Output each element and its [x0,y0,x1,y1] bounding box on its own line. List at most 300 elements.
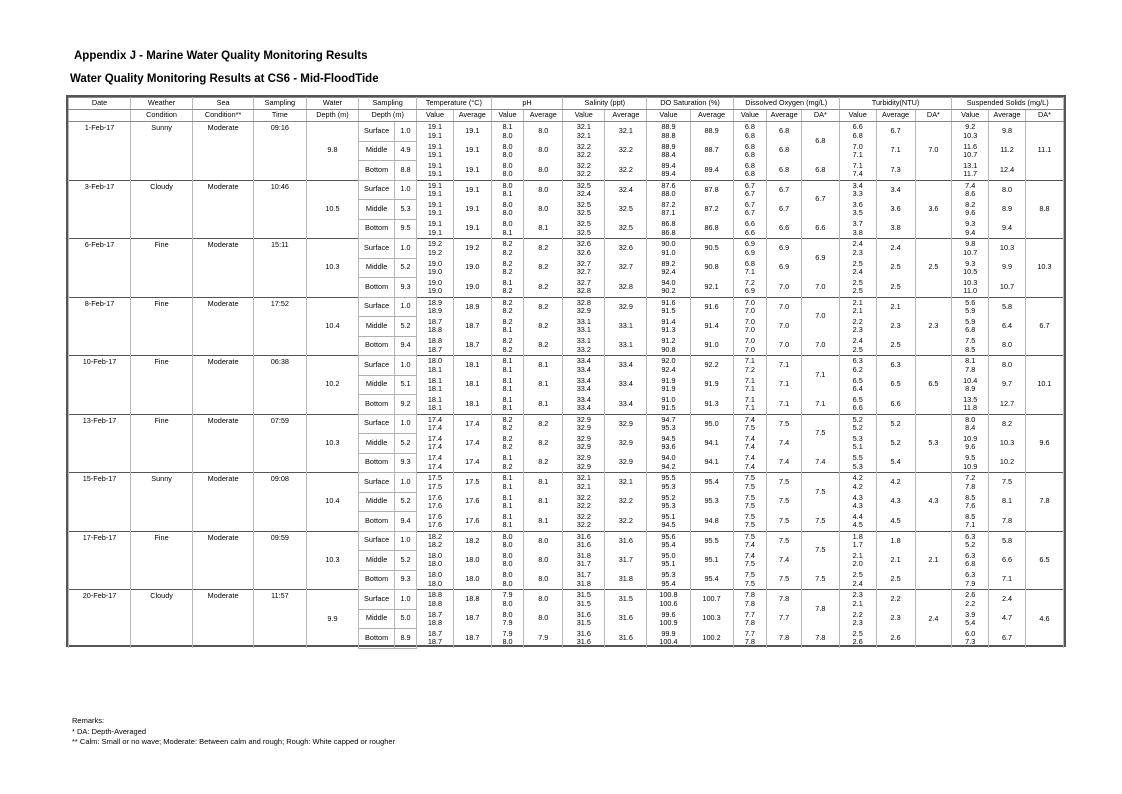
do-saturation-values-reading-2: 94.2 [661,461,676,471]
ph-values [491,551,524,571]
ph-average: 8.0 [524,551,563,571]
salinity-values-reading-2: 32.5 [576,227,591,237]
level-label-cell: Middle [359,317,395,337]
temperature-average: 18.1 [453,356,491,376]
weather-cell: Fine [131,239,193,298]
suspended-solids-values [952,434,989,454]
turbidity-values [839,375,876,395]
salinity-values-reading-1: 32.5 [576,180,591,190]
dissolved-oxygen-values [733,570,767,590]
temperature-average: 19.1 [453,200,491,220]
salinity-values [563,570,605,590]
dissolved-oxygen-average: 7.4 [767,434,802,454]
do-saturation-values-reading-1: 94.0 [661,277,676,287]
turbidity-average: 4.5 [876,512,915,532]
temperature-values-reading-1: 17.5 [427,473,443,483]
ph-values-reading-1: 8.0 [502,219,513,229]
temperature-values-reading-2: 18.8 [427,617,443,627]
sampling-depth-cell: 5.0 [394,609,416,629]
dissolved-oxygen-average: 7.4 [767,453,802,473]
salinity-values-reading-2: 31.7 [576,559,591,569]
dissolved-oxygen-values-reading-1: 7.4 [744,453,755,463]
suspended-solids-average: 8.0 [989,180,1026,200]
suspended-solids-values [952,219,989,239]
dissolved-oxygen-values [733,375,767,395]
dissolved-oxygen-values-reading-2: 6.8 [744,130,755,140]
suspended-solids-values-reading-1: 7.4 [965,180,976,190]
temperature-values-reading-1: 18.0 [427,551,443,561]
col-weather: Weather [131,98,193,110]
suspended-solids-values [952,239,989,259]
ph-values-reading-2: 8.0 [502,130,513,140]
temperature-values-reading-2: 18.0 [427,559,443,569]
ph-values-reading-2: 8.2 [502,461,513,471]
temperature-values-reading-1: 17.4 [427,434,443,444]
do-saturation-values [647,629,690,649]
col-sal-average: Average [605,110,647,122]
suspended-solids-average: 8.2 [989,414,1026,434]
salinity-values [563,122,605,142]
do-saturation-values [647,434,690,454]
turbidity-values-reading-2: 2.6 [852,637,863,647]
ph-average: 8.1 [524,473,563,493]
suspended-solids-values-reading-2: 5.9 [965,306,976,315]
suspended-solids-values-reading-2: 11.8 [963,403,978,412]
turbidity-average: 6.5 [876,375,915,395]
ph-values-reading-1: 7.9 [502,629,513,639]
temperature-values [417,531,454,551]
suspended-solids-values [952,141,989,161]
ph-values-reading-2: 8.1 [502,189,513,198]
salinity-average: 32.9 [605,453,647,473]
do-saturation-values-reading-1: 90.0 [661,239,676,249]
turbidity-values [839,297,876,317]
dissolved-oxygen-values-reading-2: 7.5 [744,578,755,588]
salinity-average: 32.1 [605,122,647,142]
turbidity-average: 7.1 [876,141,915,161]
dissolved-oxygen-values-reading-2: 6.8 [744,169,755,178]
level-label-cell: Surface [359,356,395,376]
suspended-solids-average: 12.4 [989,161,1026,181]
turbidity-average: 2.1 [876,551,915,571]
dissolved-oxygen-values-reading-1: 7.4 [744,551,755,561]
temperature-values-reading-2: 19.1 [427,189,443,198]
ph-values [491,590,524,610]
level-label-cell: Surface [359,239,395,259]
turbidity-values-reading-2: 2.3 [852,617,863,627]
turbidity-average: 4.2 [876,473,915,493]
ph-values-reading-2: 8.0 [502,208,513,218]
dissolved-oxygen-average: 6.7 [767,200,802,220]
table-title: Water Quality Monitoring Results at CS6 - Mid-FloodTide [70,73,379,85]
salinity-values-reading-1: 32.2 [576,492,591,502]
do-saturation-values-reading-2: 95.1 [661,559,676,569]
turbidity-values-reading-1: 2.4 [852,336,863,346]
col-date-blank [69,110,131,122]
salinity-values-reading-2: 32.2 [576,500,591,510]
temperature-values-reading-2: 17.6 [427,520,443,529]
salinity-values [563,317,605,337]
weather-cell: Fine [131,531,193,590]
do-saturation-values [647,395,690,415]
ph-values [491,512,524,532]
do-saturation-values-reading-2: 92.4 [661,266,676,276]
turbidity-average: 2.3 [876,609,915,629]
level-label-cell: Bottom [359,570,395,590]
do-saturation-values [647,161,690,181]
dissolved-oxygen-values [733,180,767,200]
dissolved-oxygen-values-reading-1: 7.2 [744,277,755,287]
suspended-solids-values-reading-2: 9.6 [965,442,976,452]
ph-values [491,356,524,376]
ph-values-reading-1: 8.1 [502,511,513,521]
sampling-depth-cell: 1.0 [394,180,416,200]
do-saturation-values-reading-1: 95.0 [661,551,676,561]
dissolved-oxygen-values [733,609,767,629]
sampling-depth-cell: 9.3 [394,278,416,298]
sampling-depth-cell: 5.2 [394,492,416,512]
suspended-solids-values-reading-2: 7.9 [965,578,976,588]
level-label-cell: Surface [359,473,395,493]
salinity-average: 33.4 [605,375,647,395]
date-cell: 13-Feb-17 [69,414,131,473]
ph-values-reading-1: 8.0 [502,180,513,190]
level-label-cell: Surface [359,531,395,551]
ph-values-reading-2: 8.2 [502,423,513,432]
table-row [69,531,1064,551]
temperature-values [417,473,454,493]
suspended-solids-da: 7.8 [1025,473,1063,532]
salinity-average: 32.6 [605,239,647,259]
level-label-cell: Bottom [359,161,395,181]
do-saturation-values-reading-2: 88.4 [661,149,676,159]
ph-values-reading-1: 8.1 [502,277,513,287]
sampling-depth-cell: 8.8 [394,161,416,181]
ph-values-reading-1: 8.2 [502,414,513,424]
salinity-values [563,336,605,356]
dissolved-oxygen-average: 6.9 [767,239,802,259]
ph-values-reading-2: 7.9 [502,617,513,627]
salinity-values [563,492,605,512]
remarks-line-1: * DA: Depth-Averaged [72,726,147,736]
temperature-values-reading-2: 18.1 [427,403,443,412]
turbidity-values-reading-1: 3.6 [852,200,863,210]
turbidity-average: 3.6 [876,200,915,220]
dissolved-oxygen-values [733,473,767,493]
salinity-values [563,609,605,629]
dissolved-oxygen-bottom-da: 7.8 [801,629,839,649]
turbidity-values [839,278,876,298]
turbidity-values-reading-1: 2.3 [852,590,863,600]
ph-values [491,395,524,415]
salinity-values-reading-1: 32.2 [576,160,591,170]
suspended-solids-values-reading-1: 8.5 [965,492,976,502]
suspended-solids-values-reading-1: 2.6 [965,590,976,600]
do-saturation-average: 88.7 [690,141,733,161]
suspended-solids-average: 2.4 [989,590,1026,610]
do-saturation-values-reading-2: 90.2 [661,286,676,295]
table-row [69,590,1064,610]
dissolved-oxygen-values [733,434,767,454]
turbidity-values-reading-2: 2.4 [852,578,863,588]
temperature-values [417,161,454,181]
do-saturation-values-reading-1: 91.4 [661,317,676,327]
salinity-average: 33.1 [605,336,647,356]
do-saturation-values [647,356,690,376]
salinity-values [563,434,605,454]
salinity-values-reading-1: 31.7 [576,570,591,580]
temperature-average: 19.1 [453,161,491,181]
temperature-values [417,297,454,317]
date-cell: 10-Feb-17 [69,356,131,415]
ph-values-reading-2: 8.1 [502,325,513,335]
suspended-solids-values-reading-1: 6.3 [965,551,976,561]
suspended-solids-average: 5.8 [989,297,1026,317]
temperature-values-reading-1: 17.6 [427,511,443,521]
suspended-solids-values-reading-1: 8.1 [965,356,976,366]
turbidity-values [839,356,876,376]
suspended-solids-values-reading-2: 8.4 [965,423,976,432]
suspended-solids-da: 6.7 [1025,297,1063,356]
salinity-average: 32.8 [605,278,647,298]
salinity-values-reading-2: 32.9 [576,461,591,471]
ph-average: 8.1 [524,512,563,532]
salinity-average: 32.4 [605,180,647,200]
suspended-solids-values-reading-1: 10.9 [963,434,978,444]
dissolved-oxygen-average: 7.0 [767,317,802,337]
turbidity-values-reading-1: 2.5 [852,258,863,268]
dissolved-oxygen-values-reading-2: 7.5 [744,559,755,569]
ph-values-reading-1: 8.2 [502,434,513,444]
dissolved-oxygen-bottom-da: 6.8 [801,161,839,181]
turbidity-values-reading-1: 2.5 [852,629,863,639]
dissolved-oxygen-values-reading-2: 7.5 [744,481,755,491]
col-turb-da: DA* [915,110,952,122]
dissolved-oxygen-average: 7.1 [767,356,802,376]
ph-values-reading-1: 8.1 [502,122,513,132]
salinity-values-reading-2: 31.5 [576,617,591,627]
weather-cell: Fine [131,414,193,473]
weather-cell: Fine [131,297,193,356]
turbidity-values-reading-1: 3.7 [852,219,863,229]
dissolved-oxygen-values-reading-1: 7.5 [744,531,755,541]
dissolved-oxygen-values [733,414,767,434]
salinity-values-reading-1: 32.5 [576,219,591,229]
col-date: Date [69,98,131,110]
salinity-values [563,141,605,161]
dissolved-oxygen-values [733,336,767,356]
dissolved-oxygen-values [733,551,767,571]
suspended-solids-da: 11.1 [1025,122,1063,181]
do-saturation-values-reading-2: 94.5 [661,520,676,529]
salinity-values [563,629,605,649]
temperature-values [417,551,454,571]
do-saturation-values [647,551,690,571]
do-saturation-average: 95.1 [690,551,733,571]
salinity-values-reading-1: 32.2 [576,141,591,151]
suspended-solids-average: 12.7 [989,395,1026,415]
do-saturation-values [647,473,690,493]
temperature-values [417,453,454,473]
temperature-values-reading-2: 19.1 [427,149,443,159]
turbidity-values-reading-1: 2.2 [852,317,863,327]
turbidity-values-reading-2: 3.5 [852,208,863,218]
dissolved-oxygen-da: 7.5 [801,473,839,512]
turbidity-average: 7.3 [876,161,915,181]
dissolved-oxygen-average: 7.8 [767,629,802,649]
suspended-solids-da: 8.8 [1025,180,1063,239]
dissolved-oxygen-values-reading-2: 6.9 [744,247,755,257]
suspended-solids-da: 9.6 [1025,414,1063,473]
table-row [69,356,1064,376]
suspended-solids-values [952,473,989,493]
water-depth-cell: 10.3 [306,239,359,298]
ph-values [491,258,524,278]
dissolved-oxygen-values [733,297,767,317]
sea-condition-cell: Moderate [193,473,254,532]
dissolved-oxygen-values-reading-1: 7.0 [744,297,755,307]
suspended-solids-values-reading-1: 5.9 [965,317,976,327]
do-saturation-values [647,590,690,610]
turbidity-values [839,570,876,590]
do-saturation-average: 91.6 [690,297,733,317]
suspended-solids-values-reading-1: 9.8 [965,239,976,249]
dissolved-oxygen-bottom-da: 7.1 [801,395,839,415]
dissolved-oxygen-values-reading-1: 7.7 [744,629,755,639]
temperature-values [417,200,454,220]
do-saturation-values-reading-1: 94.0 [661,453,676,463]
sampling-time-cell: 09:16 [254,122,307,181]
ph-average: 7.9 [524,629,563,649]
col-suspended-solids: Suspended Solids (mg/L) [952,98,1064,110]
salinity-average: 31.6 [605,609,647,629]
turbidity-values [839,414,876,434]
salinity-average: 32.2 [605,492,647,512]
date-cell: 1-Feb-17 [69,122,131,181]
temperature-values [417,512,454,532]
turbidity-values-reading-2: 2.1 [852,598,863,608]
turbidity-values [839,629,876,649]
do-saturation-values-reading-2: 95.4 [661,540,676,549]
ph-values [491,609,524,629]
ph-values-reading-1: 8.2 [502,297,513,307]
table-row [69,414,1064,434]
ph-values [491,375,524,395]
do-saturation-values [647,336,690,356]
suspended-solids-average: 6.7 [989,629,1026,649]
turbidity-values-reading-1: 2.4 [852,239,863,249]
salinity-values [563,356,605,376]
do-saturation-values-reading-1: 95.1 [661,511,676,521]
suspended-solids-values-reading-2: 2.2 [965,598,976,608]
sampling-depth-cell: 8.9 [394,629,416,649]
dissolved-oxygen-values-reading-1: 7.1 [744,356,755,366]
temperature-average: 17.6 [453,512,491,532]
level-label-cell: Middle [359,258,395,278]
salinity-values [563,473,605,493]
suspended-solids-average: 9.9 [989,258,1026,278]
salinity-average: 32.1 [605,473,647,493]
suspended-solids-values [952,278,989,298]
do-saturation-values-reading-1: 99.6 [661,609,676,619]
suspended-solids-values-reading-1: 5.6 [965,297,976,307]
salinity-values-reading-2: 32.1 [576,130,591,140]
ph-values-reading-2: 8.2 [502,344,513,354]
do-saturation-values-reading-2: 100.6 [659,598,678,608]
temperature-values [417,434,454,454]
dissolved-oxygen-values-reading-1: 7.4 [744,414,755,424]
dissolved-oxygen-values-reading-2: 7.8 [744,637,755,647]
level-label-cell: Bottom [359,512,395,532]
do-saturation-values-reading-2: 91.0 [661,247,676,257]
dissolved-oxygen-average: 6.8 [767,141,802,161]
temperature-values-reading-1: 19.1 [427,180,443,190]
ph-values-reading-2: 8.0 [502,578,513,588]
turbidity-average: 2.5 [876,258,915,278]
salinity-average: 31.7 [605,551,647,571]
salinity-average: 32.5 [605,200,647,220]
ph-values-reading-2: 8.2 [502,306,513,315]
suspended-solids-average: 7.1 [989,570,1026,590]
do-saturation-values-reading-2: 93.6 [661,442,676,452]
salinity-values-reading-1: 32.6 [576,239,591,249]
sampling-depth-cell: 5.2 [394,258,416,278]
salinity-values-reading-1: 31.5 [576,590,591,600]
salinity-values-reading-2: 32.6 [576,247,591,257]
temperature-values-reading-2: 19.1 [427,130,443,140]
dissolved-oxygen-values-reading-2: 7.2 [744,364,755,374]
do-saturation-average: 87.2 [690,200,733,220]
do-saturation-values [647,317,690,337]
dissolved-oxygen-values [733,122,767,142]
temperature-values [417,609,454,629]
suspended-solids-values-reading-2: 6.8 [965,559,976,569]
temperature-average: 17.4 [453,434,491,454]
dissolved-oxygen-values-reading-1: 7.5 [744,570,755,580]
ph-values-reading-1: 8.1 [502,375,513,385]
ph-values-reading-1: 8.1 [502,394,513,404]
dissolved-oxygen-values [733,395,767,415]
do-saturation-values-reading-1: 88.9 [661,122,676,132]
temperature-values [417,395,454,415]
salinity-values [563,161,605,181]
ph-average: 8.1 [524,375,563,395]
level-label-cell: Bottom [359,219,395,239]
turbidity-average: 1.8 [876,531,915,551]
temperature-average: 17.4 [453,414,491,434]
do-saturation-values-reading-2: 91.5 [661,306,676,315]
salinity-values [563,512,605,532]
level-label-cell: Middle [359,200,395,220]
sea-condition-cell: Moderate [193,531,254,590]
dissolved-oxygen-average: 7.1 [767,395,802,415]
turbidity-values-reading-1: 5.2 [852,414,863,424]
turbidity-average: 2.6 [876,629,915,649]
turbidity-values [839,161,876,181]
do-saturation-average: 95.4 [690,473,733,493]
turbidity-average: 2.5 [876,570,915,590]
do-saturation-values-reading-2: 90.8 [661,344,676,354]
suspended-solids-values-reading-1: 9.5 [965,453,976,463]
suspended-solids-values [952,122,989,142]
dissolved-oxygen-average: 6.8 [767,122,802,142]
temperature-values-reading-1: 17.4 [427,414,443,424]
ph-values [491,531,524,551]
dissolved-oxygen-da: 6.7 [801,180,839,219]
dissolved-oxygen-values-reading-1: 7.1 [744,375,755,385]
suspended-solids-average: 6.6 [989,551,1026,571]
ph-values-reading-2: 8.1 [502,500,513,510]
